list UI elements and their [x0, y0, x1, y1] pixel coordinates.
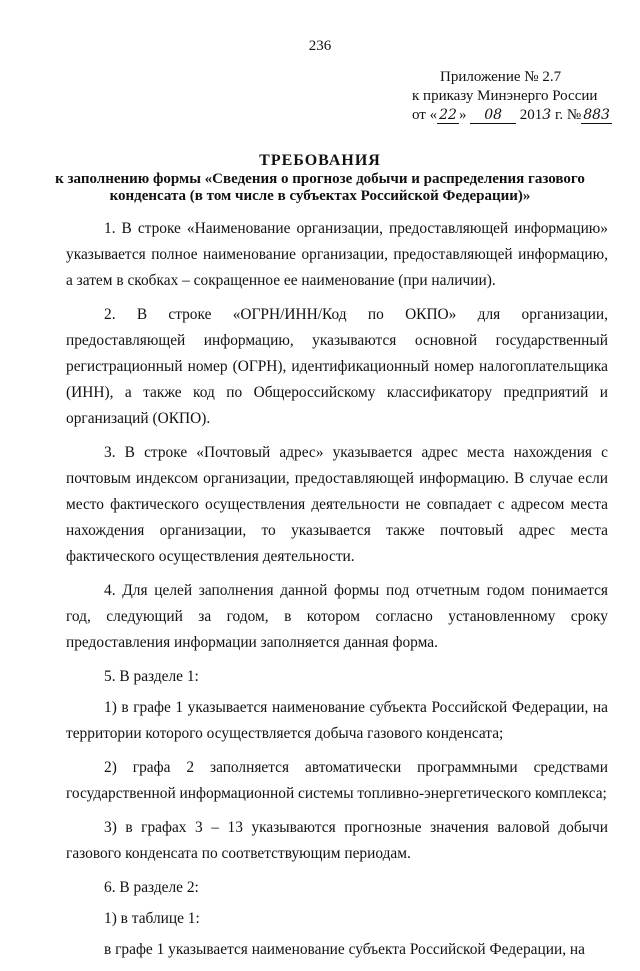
paragraph: 1) в таблице 1: — [104, 910, 200, 927]
paragraph: 3. В строке «Почтовый адрес» указывается адрес места нахождения с почтовым индексом организации, предоставляющей информацию. В случае если место фактического осуществления деятельности не совпадает с адресом места нахождения организации, то указывается также почтовый адрес места фактического осуществления деятельности. — [66, 444, 608, 565]
title-subheading-1: к заполнению формы «Сведения о прогнозе добычи и распределения газового — [55, 171, 585, 187]
date-day: 22 — [439, 107, 457, 123]
title-heading: ТРЕБОВАНИЯ — [259, 152, 381, 169]
paragraph: 2. В строке «ОГРН/ИНН/Код по ОКПО» для организации, предоставляющей информацию, указываются основной государственный регистрационный номер (ОГРН), идентификационный номер налогоплательщика (ИНН), а также код по Общероссийскому классификатору предприятий и организаций (ОКПО). — [66, 306, 608, 427]
paragraph: в графе 1 указывается наименование субъекта Российской Федерации, на — [104, 941, 585, 958]
date-month: 08 — [470, 107, 516, 124]
date-year-suffix: г. № — [551, 107, 582, 123]
order-number: 883 — [583, 107, 610, 123]
page-number: 236 — [308, 38, 332, 54]
date-year-prefix: 201 — [519, 107, 543, 123]
date-prefix: от « — [412, 107, 438, 123]
date-year-digit: 3 — [542, 107, 552, 123]
date-day-suffix: » — [458, 107, 467, 123]
paragraph: 6. В разделе 2: — [104, 879, 199, 896]
title-subheading-2: конденсата (в том числе в субъектах Российской Федерации)» — [109, 188, 531, 204]
document-body — [66, 216, 608, 971]
appendix-line-1: Приложение № 2.7 — [440, 69, 562, 85]
appendix-line-2: к приказу Минэнерго России — [412, 88, 598, 104]
paragraph: 2) графа 2 заполняется автоматически программными средствами государственной информационной системы топливно-энергетического комплекса; — [66, 759, 608, 802]
paragraph: 1. В строке «Наименование организации, предоставляющей информацию» указывается полное наименование организации, предоставляющей информацию, а затем в скобках – сокращенное ее наименование (при наличии). — [66, 220, 608, 289]
paragraph: 4. Для целей заполнения данной формы под отчетным годом понимается год, следующий за годом, в котором согласно установленному сроку предоставления информации заполняется данная форма. — [66, 582, 608, 651]
appendix-date-line — [412, 106, 612, 125]
paragraph: 1) в графе 1 указывается наименование субъекта Российской Федерации, на территории которого осуществляется добыча газового конденсата; — [66, 699, 608, 742]
paragraph: 5. В разделе 1: — [104, 668, 199, 685]
appendix-block — [412, 68, 612, 125]
paragraph: 3) в графах 3 – 13 указываются прогнозные значения валовой добычи газового конденсата по соответствующим периодам. — [66, 819, 608, 862]
document-title — [0, 152, 640, 205]
